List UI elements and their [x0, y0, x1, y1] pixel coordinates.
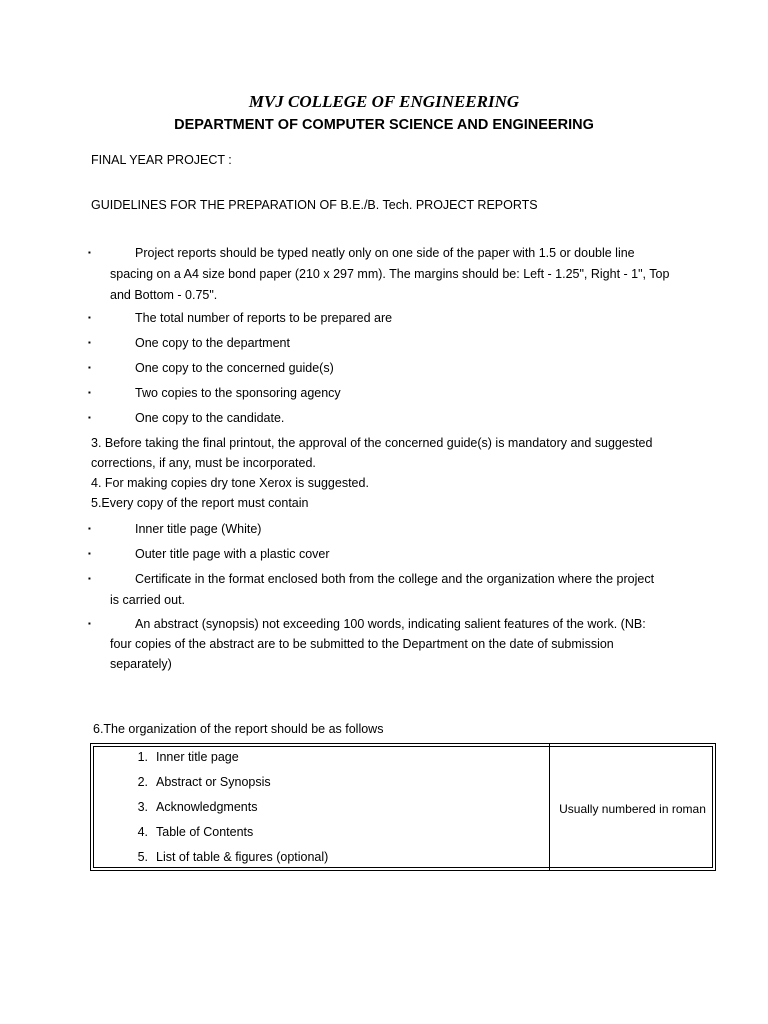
bullet-text-continued: four copies of the abstract are to be submitted to the Department on the date of submission: [110, 637, 614, 651]
bullet-text: One copy to the department: [135, 336, 290, 350]
bullet-marker: ▪: [88, 338, 91, 347]
bullet-marker: ▪: [88, 574, 91, 583]
table-item-label: Acknowledgments: [156, 800, 258, 814]
table-column-divider: [549, 744, 550, 870]
bullet-text: Outer title page with a plastic cover: [135, 547, 330, 561]
bullet-text-continued: separately): [110, 657, 172, 671]
table-item-number: 3.: [137, 800, 148, 814]
table-item-label: Table of Contents: [156, 825, 254, 839]
table-item-label: Inner title page: [156, 750, 239, 764]
paragraph-5: 5.Every copy of the report must contain: [91, 496, 309, 510]
table-item-label: Abstract or Synopsis: [156, 775, 271, 789]
paragraph-6: 6.The organization of the report should be as follows: [93, 722, 384, 736]
bullet-marker: ▪: [88, 413, 91, 422]
department-title: DEPARTMENT OF COMPUTER SCIENCE AND ENGINEERING: [174, 117, 594, 133]
bullet-text-continued: spacing on a A4 size bond paper (210 x 297 mm). The margins should be: Left - 1.25", Right - 1", Top: [110, 267, 670, 281]
paragraph-4: 4. For making copies dry tone Xerox is suggested.: [91, 476, 369, 490]
bullet-text: The total number of reports to be prepared are: [135, 311, 393, 325]
bullet-marker: ▪: [88, 363, 91, 372]
guidelines-heading: GUIDELINES FOR THE PREPARATION OF B.E./B. Tech. PROJECT REPORTS: [91, 198, 538, 212]
bullet-text: Two copies to the sponsoring agency: [135, 386, 341, 400]
bullet-text: An abstract (synopsis) not exceeding 100 words, indicating salient features of the work. (NB:: [135, 617, 646, 631]
roman-numbering-note: Usually numbered in roman: [559, 802, 706, 816]
table-item-number: 1.: [137, 750, 148, 764]
bullet-marker: ▪: [88, 549, 91, 558]
college-title: MVJ COLLEGE OF ENGINEERING: [248, 92, 520, 111]
bullet-marker: ▪: [88, 313, 91, 322]
bullet-text: Project reports should be typed neatly only on one side of the paper with 1.5 or double line: [135, 246, 635, 260]
bullet-text-continued: and Bottom - 0.75".: [110, 288, 218, 302]
paragraph-3-continued: corrections, if any, must be incorporated.: [91, 456, 316, 470]
bullet-marker: ▪: [88, 619, 91, 628]
paragraph-3: 3. Before taking the final printout, the approval of the concerned guide(s) is mandatory and suggested: [91, 436, 653, 450]
bullet-text: One copy to the candidate.: [135, 411, 285, 425]
bullet-marker: ▪: [88, 388, 91, 397]
bullet-marker: ▪: [88, 248, 91, 257]
table-item-number: 4.: [137, 825, 148, 839]
bullet-text: Inner title page (White): [135, 522, 262, 536]
table-item-number: 5.: [137, 850, 148, 864]
bullet-text: Certificate in the format enclosed both from the college and the organization where the project: [135, 572, 655, 586]
bullet-marker: ▪: [88, 524, 91, 533]
bullet-text: One copy to the concerned guide(s): [135, 361, 334, 375]
table-item-label: List of table & figures (optional): [156, 850, 329, 864]
final-year-heading: FINAL YEAR PROJECT :: [91, 153, 232, 167]
bullet-text-continued: is carried out.: [110, 593, 186, 607]
table-item-number: 2.: [137, 775, 148, 789]
